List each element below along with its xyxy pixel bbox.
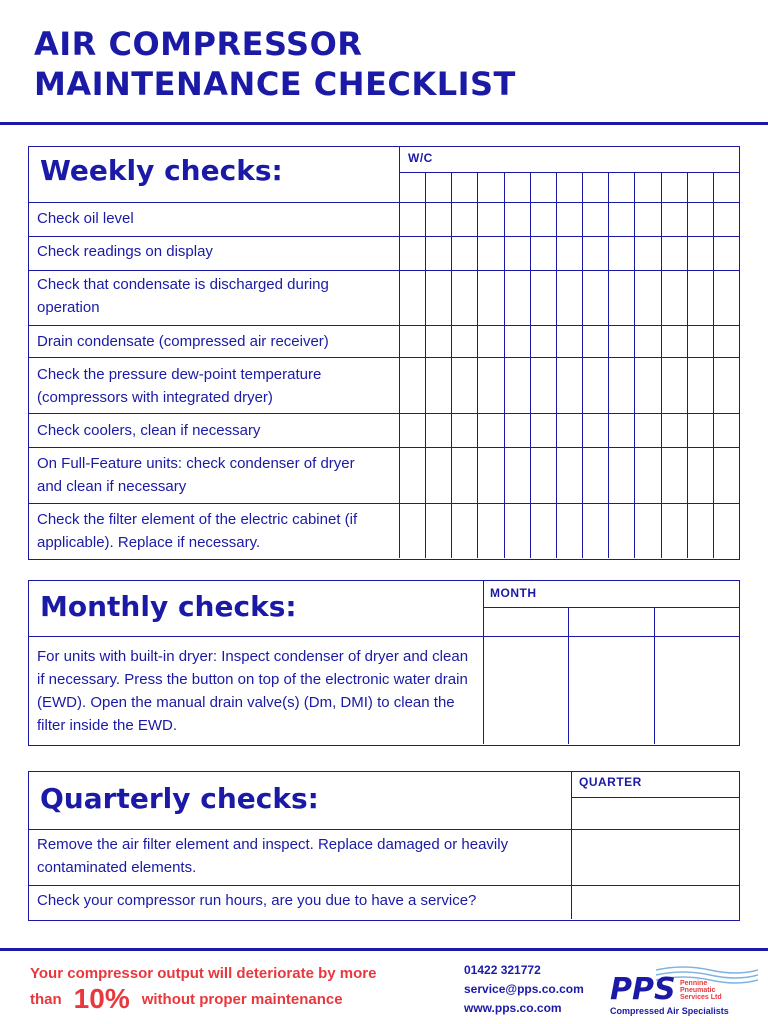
quarterly-quarter-label: QUARTER [579, 775, 642, 789]
weekly-row-line [28, 236, 739, 237]
logo-tagline: Compressed Air Specialists [610, 1006, 729, 1016]
pps-logo [608, 962, 758, 1018]
footer-warning-line-1: Your compressor output will deteriorate by more [30, 965, 377, 982]
weekly-row-line [28, 503, 739, 504]
weekly-grid-column [530, 172, 531, 558]
weekly-item-5: Check the pressure dew-point temperature (compressors with integrated dryer) [37, 366, 322, 406]
weekly-row-line [28, 413, 739, 414]
weekly-row-line [28, 270, 739, 271]
weekly-item-4: Drain condensate (compressed air receiver) [37, 333, 329, 350]
quarterly-checkbox[interactable] [572, 830, 738, 885]
contact-email[interactable]: service@pps.co.com [464, 982, 584, 996]
title-line-2: MAINTENANCE CHECKLIST [34, 65, 516, 103]
page-title [34, 24, 516, 104]
weekly-grid-column [451, 172, 452, 558]
weekly-item-7: On Full-Feature units: check condenser of dryer and clean if necessary [37, 455, 355, 495]
contact-phone[interactable]: 01422 321772 [464, 963, 541, 977]
quarterly-item-1: Remove the air filter element and inspect. Replace damaged or heavily contaminated elements. [37, 836, 509, 876]
monthly-heading: Monthly checks: [40, 590, 297, 623]
weekly-item-1: Check oil level [37, 210, 134, 227]
footer-warning-line-2 [30, 983, 343, 1015]
monthly-item-1: For units with built-in dryer: Inspect condenser of dryer and clean if necessary. Press the button on top of the electronic water drain (EWD). Open the manual drain valve(s) (Dm, DMI) to clean the filter inside the EWD. [37, 648, 469, 734]
weekly-grid-column [504, 172, 505, 558]
weekly-grid-column [582, 172, 583, 558]
weekly-item-3: Check that condensate is discharged during operation [37, 276, 329, 316]
weekly-grid-column [425, 172, 426, 558]
logo-company: Pennine Pneumatic Services Ltd [680, 980, 722, 1001]
monthly-month-label: MONTH [490, 586, 537, 600]
weekly-grid-column [556, 172, 557, 558]
weekly-grid-column [687, 172, 688, 558]
weekly-grid-column [608, 172, 609, 558]
monthly-label-line [483, 607, 739, 608]
logo-mark-text: PPS [610, 972, 676, 1007]
monthly-checkbox[interactable] [655, 637, 738, 744]
weekly-item-8: Check the filter element of the electric cabinet (if applicable). Replace if necessary. [37, 511, 358, 551]
footer-warning-tail: without proper maintenance [141, 990, 343, 1008]
quarterly-label-line [571, 797, 739, 798]
contact-web[interactable]: www.pps.co.com [464, 1001, 562, 1015]
weekly-wc-line [399, 172, 739, 173]
weekly-heading: Weekly checks: [40, 154, 283, 187]
weekly-wc-label: W/C [408, 151, 433, 165]
weekly-grid-column [661, 172, 662, 558]
weekly-row-line [28, 357, 739, 358]
quarterly-checkbox[interactable] [572, 886, 738, 918]
footer-divider [0, 948, 768, 951]
quarterly-heading: Quarterly checks: [40, 782, 319, 815]
weekly-item-2: Check readings on display [37, 243, 213, 260]
weekly-grid-column [477, 172, 478, 558]
weekly-row-line [28, 325, 739, 326]
weekly-row-line [28, 447, 739, 448]
weekly-item-6: Check coolers, clean if necessary [37, 422, 261, 439]
monthly-checkbox[interactable] [569, 637, 654, 744]
footer-than: than [30, 990, 62, 1008]
weekly-grid-column [713, 172, 714, 558]
quarterly-item-2: Check your compressor run hours, are you due to have a service? [37, 892, 477, 909]
title-divider [0, 122, 768, 125]
weekly-grid-column [634, 172, 635, 558]
monthly-checkbox[interactable] [484, 637, 568, 744]
weekly-divider [399, 146, 400, 558]
title-line-1: AIR COMPRESSOR [34, 25, 363, 63]
weekly-row-line [28, 202, 739, 203]
footer-percent: 10% [73, 983, 130, 1014]
